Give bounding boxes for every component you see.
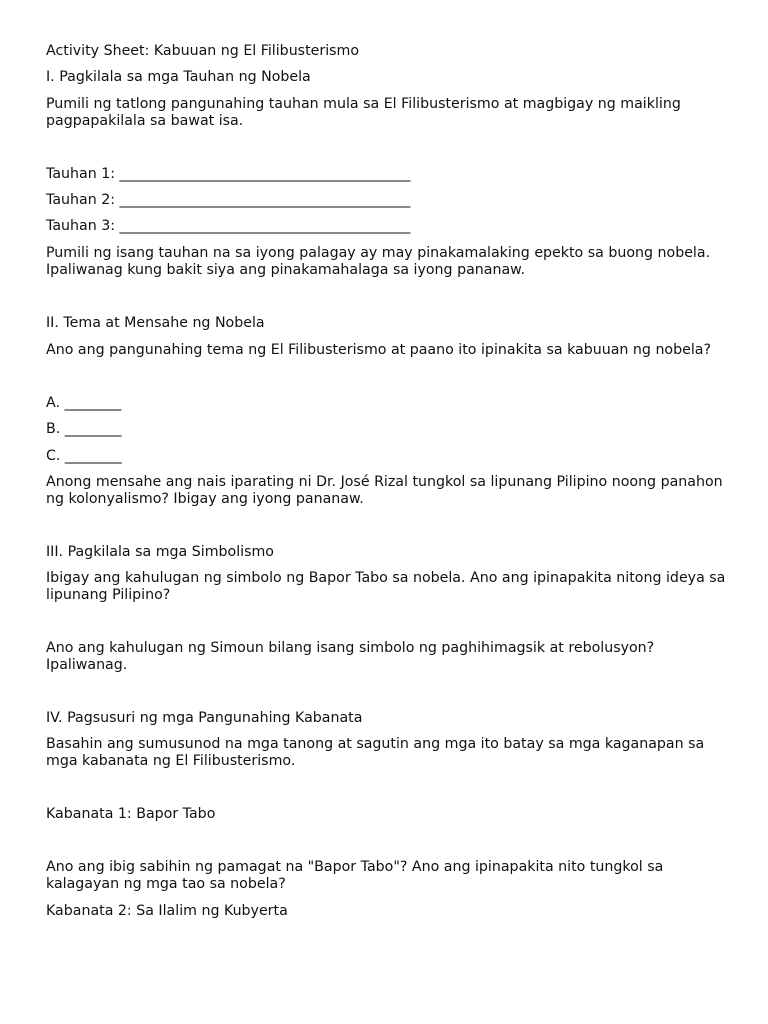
section1-question: Pumili ng isang tauhan na sa iyong palagay ay may pinakamalaking epekto sa buong nobela. Ipaliwanag kung bakit siya ang pinakamahalaga sa iyong pananaw. — [46, 245, 715, 278]
chapter1-question: Ano ang ibig sabihin ng pamagat na "Bapor Tabo"? Ano ang ipinapakita nito tungkol sa kalagayan ng mga tao sa nobela? — [46, 859, 668, 892]
section3-heading: III. Pagkilala sa mga Simbolismo — [46, 544, 274, 560]
section1-instruction: Pumili ng tatlong pangunahing tauhan mula sa El Filibusterismo at magbigay ng maikling pagpapakilala sa bawat isa. — [46, 96, 686, 129]
tauhan-3-line: Tauhan 3: _________________________________________ — [46, 218, 411, 234]
section3-question1: Ibigay ang kahulugan ng simbolo ng Bapor Tabo sa nobela. Ano ang ipinapakita nitong ideya sa lipunang Pilipino? — [46, 570, 730, 603]
chapter1-title: Kabanata 1: Bapor Tabo — [46, 806, 216, 822]
section1-heading: I. Pagkilala sa mga Tauhan ng Nobela — [46, 69, 311, 85]
document-title: Activity Sheet: Kabuuan ng El Filibusterismo — [46, 43, 360, 59]
section2-heading: II. Tema at Mensahe ng Nobela — [46, 315, 265, 331]
section4-heading: IV. Pagsusuri ng mga Pangunahing Kabanata — [46, 710, 363, 726]
option-c: C. ________ — [46, 448, 122, 464]
section2-question1: Ano ang pangunahing tema ng El Filibusterismo at paano ito ipinakita sa kabuuan ng nobela? — [46, 342, 712, 358]
chapter2-title: Kabanata 2: Sa Ilalim ng Kubyerta — [46, 903, 288, 919]
option-a: A. ________ — [46, 395, 122, 411]
section4-instruction: Basahin ang sumusunod na mga tanong at sagutin ang mga ito batay sa mga kaganapan sa mga kabanata ng El Filibusterismo. — [46, 736, 709, 769]
section3-question2: Ano ang kahulugan ng Simoun bilang isang simbolo ng paghihimagsik at rebolusyon? Ipaliwanag. — [46, 640, 659, 673]
option-b: B. ________ — [46, 421, 122, 437]
tauhan-1-line: Tauhan 1: _________________________________________ — [46, 166, 411, 182]
section2-question2: Anong mensahe ang nais iparating ni Dr. José Rizal tungkol sa lipunang Pilipino noong panahon ng kolonyalismo? Ibigay ang iyong pananaw. — [46, 474, 728, 507]
tauhan-2-line: Tauhan 2: _________________________________________ — [46, 192, 411, 208]
